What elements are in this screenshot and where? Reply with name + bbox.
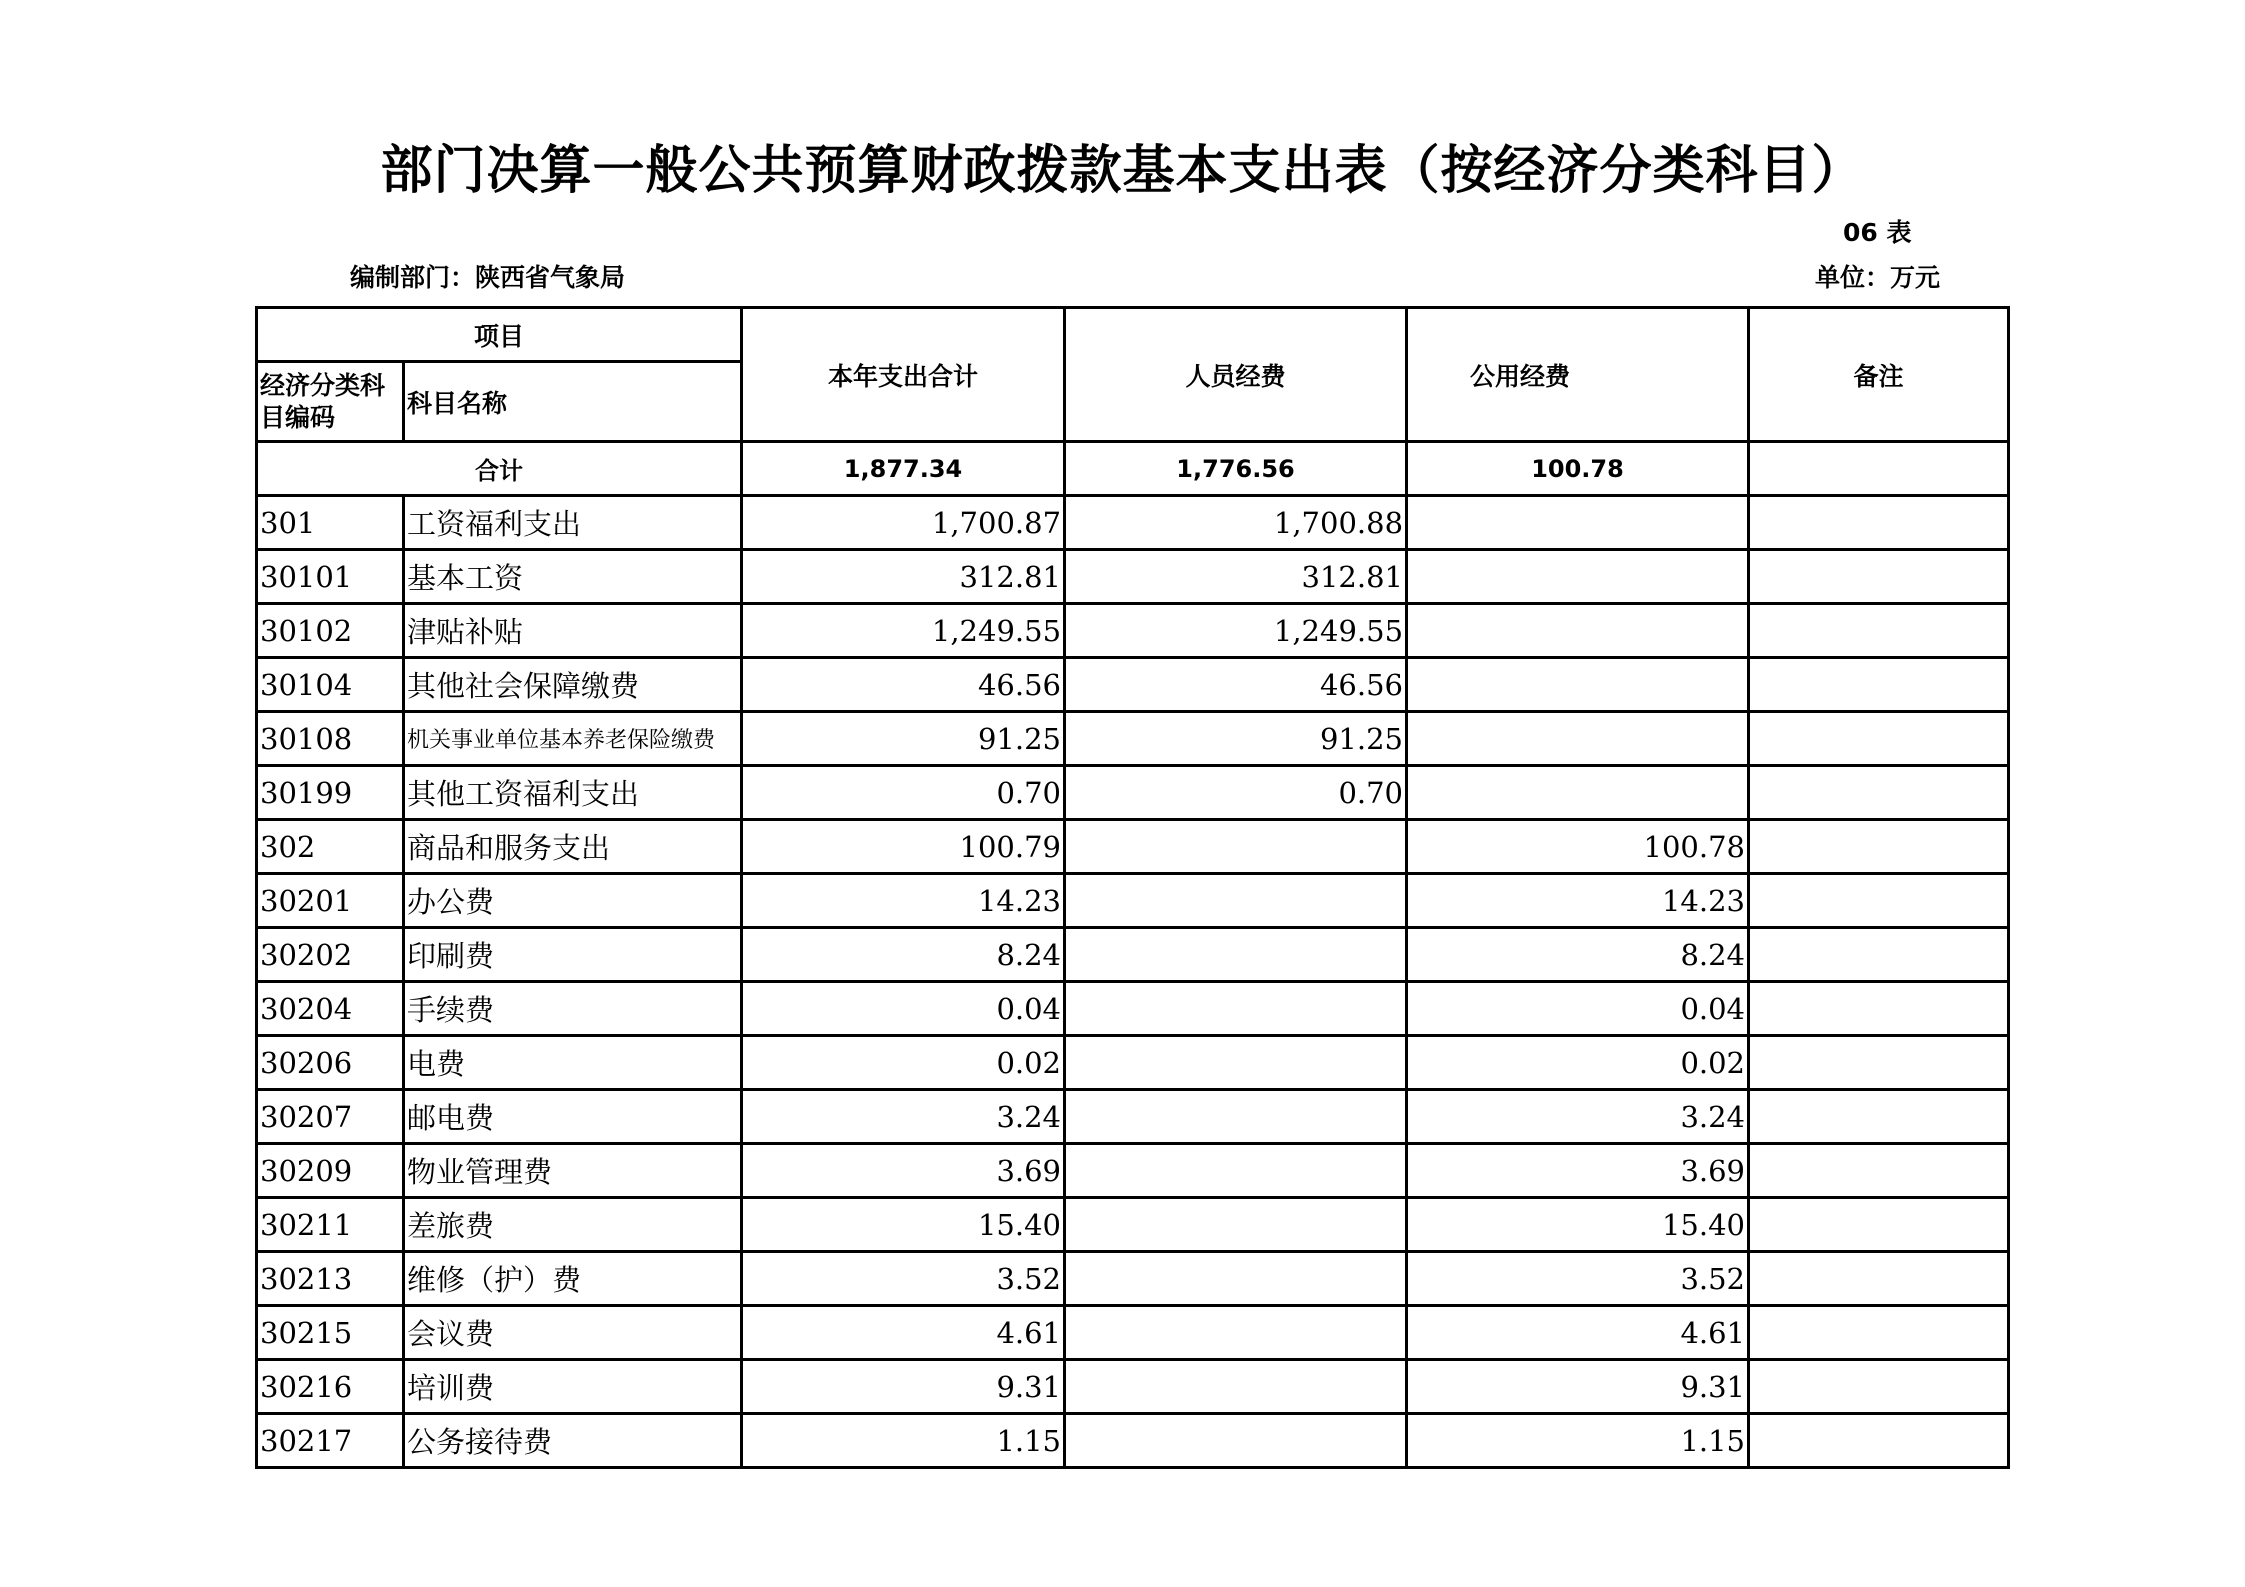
- header-project: 项目: [257, 308, 742, 362]
- row-memo: [1749, 874, 2009, 928]
- row-personnel-expense: [1065, 1198, 1407, 1252]
- row-personnel-expense: [1065, 928, 1407, 982]
- row-item-name: 办公费: [404, 874, 742, 928]
- row-total-expenditure: 3.69: [742, 1144, 1065, 1198]
- total-public-value: 100.78: [1407, 442, 1749, 496]
- row-item-name: 津贴补贴: [404, 604, 742, 658]
- row-public-expense: [1407, 766, 1749, 820]
- row-item-name: 邮电费: [404, 1090, 742, 1144]
- row-public-expense: 3.52: [1407, 1252, 1749, 1306]
- row-code: 30201: [257, 874, 404, 928]
- table-row: [257, 1252, 2009, 1306]
- row-code: 30202: [257, 928, 404, 982]
- department-label: [350, 258, 625, 294]
- row-total-expenditure: 91.25: [742, 712, 1065, 766]
- row-code: 30204: [257, 982, 404, 1036]
- header-public-expense: 公用经费: [1407, 308, 1749, 442]
- row-total-expenditure: 1,249.55: [742, 604, 1065, 658]
- header-item-name: 科目名称: [404, 362, 742, 442]
- row-personnel-expense: [1065, 1414, 1407, 1468]
- row-total-expenditure: 1.15: [742, 1414, 1065, 1468]
- row-memo: [1749, 1252, 2009, 1306]
- total-expenditure-value: 1,877.34: [742, 442, 1065, 496]
- row-total-expenditure: 46.56: [742, 658, 1065, 712]
- row-public-expense: 3.24: [1407, 1090, 1749, 1144]
- row-item-name: 手续费: [404, 982, 742, 1036]
- unit-text: 单位：万元: [1815, 263, 1941, 292]
- row-code: 301: [257, 496, 404, 550]
- table-row: [257, 874, 2009, 928]
- total-memo-value: [1749, 442, 2009, 496]
- table-row: [257, 1090, 2009, 1144]
- row-total-expenditure: 0.04: [742, 982, 1065, 1036]
- row-total-expenditure: 1,700.87: [742, 496, 1065, 550]
- row-memo: [1749, 1414, 2009, 1468]
- row-total-expenditure: 3.52: [742, 1252, 1065, 1306]
- row-public-expense: 9.31: [1407, 1360, 1749, 1414]
- row-code: 30207: [257, 1090, 404, 1144]
- row-item-name: 基本工资: [404, 550, 742, 604]
- row-total-expenditure: 3.24: [742, 1090, 1065, 1144]
- row-code: 30211: [257, 1198, 404, 1252]
- row-public-expense: 0.04: [1407, 982, 1749, 1036]
- row-code: 30213: [257, 1252, 404, 1306]
- row-personnel-expense: 1,249.55: [1065, 604, 1407, 658]
- row-personnel-expense: 0.70: [1065, 766, 1407, 820]
- row-memo: [1749, 604, 2009, 658]
- table-row: [257, 1306, 2009, 1360]
- row-public-expense: [1407, 496, 1749, 550]
- table-row: [257, 604, 2009, 658]
- row-personnel-expense: 312.81: [1065, 550, 1407, 604]
- row-public-expense: 4.61: [1407, 1306, 1749, 1360]
- table-row: [257, 982, 2009, 1036]
- row-personnel-expense: [1065, 1144, 1407, 1198]
- row-personnel-expense: [1065, 1036, 1407, 1090]
- total-personnel-value: 1,776.56: [1065, 442, 1407, 496]
- row-item-name: 其他工资福利支出: [404, 766, 742, 820]
- row-code: 30215: [257, 1306, 404, 1360]
- row-memo: [1749, 1036, 2009, 1090]
- row-item-name: 机关事业单位基本养老保险缴费: [404, 712, 742, 766]
- row-item-name: 公务接待费: [404, 1414, 742, 1468]
- row-item-name: 工资福利支出: [404, 496, 742, 550]
- row-memo: [1749, 820, 2009, 874]
- row-total-expenditure: 4.61: [742, 1306, 1065, 1360]
- row-code: 30104: [257, 658, 404, 712]
- row-public-expense: 100.78: [1407, 820, 1749, 874]
- row-memo: [1749, 982, 2009, 1036]
- row-item-name: 电费: [404, 1036, 742, 1090]
- row-item-name: 其他社会保障缴费: [404, 658, 742, 712]
- table-row: [257, 928, 2009, 982]
- row-memo: [1749, 1306, 2009, 1360]
- header-personnel-expense: 人员经费: [1065, 308, 1407, 442]
- row-personnel-expense: 1,700.88: [1065, 496, 1407, 550]
- table-row: [257, 658, 2009, 712]
- department-text: 编制部门：陕西省气象局: [350, 263, 626, 292]
- row-memo: [1749, 496, 2009, 550]
- row-memo: [1749, 658, 2009, 712]
- row-item-name: 培训费: [404, 1360, 742, 1414]
- row-total-expenditure: 100.79: [742, 820, 1065, 874]
- row-code: 30217: [257, 1414, 404, 1468]
- row-public-expense: [1407, 604, 1749, 658]
- row-total-expenditure: 15.40: [742, 1198, 1065, 1252]
- row-memo: [1749, 1360, 2009, 1414]
- row-public-expense: 14.23: [1407, 874, 1749, 928]
- row-public-expense: [1407, 550, 1749, 604]
- table-row: [257, 496, 2009, 550]
- row-personnel-expense: [1065, 1252, 1407, 1306]
- row-code: 30216: [257, 1360, 404, 1414]
- row-memo: [1749, 1090, 2009, 1144]
- row-public-expense: 8.24: [1407, 928, 1749, 982]
- table-row: [257, 1414, 2009, 1468]
- row-personnel-expense: [1065, 982, 1407, 1036]
- row-item-name: 会议费: [404, 1306, 742, 1360]
- row-memo: [1749, 712, 2009, 766]
- row-code: 30206: [257, 1036, 404, 1090]
- row-personnel-expense: 46.56: [1065, 658, 1407, 712]
- page-title: 部门决算一般公共预算财政拨款基本支出表（按经济分类科目）: [380, 141, 1865, 201]
- row-memo: [1749, 928, 2009, 982]
- row-public-expense: 1.15: [1407, 1414, 1749, 1468]
- row-item-name: 物业管理费: [404, 1144, 742, 1198]
- table-row: [257, 1198, 2009, 1252]
- row-public-expense: 15.40: [1407, 1198, 1749, 1252]
- table-row: [257, 820, 2009, 874]
- row-code: 30108: [257, 712, 404, 766]
- row-item-name: 维修（护）费: [404, 1252, 742, 1306]
- table-row: [257, 766, 2009, 820]
- row-personnel-expense: [1065, 1090, 1407, 1144]
- table-row: [257, 1144, 2009, 1198]
- table-row: [257, 550, 2009, 604]
- row-personnel-expense: [1065, 874, 1407, 928]
- row-memo: [1749, 766, 2009, 820]
- row-total-expenditure: 14.23: [742, 874, 1065, 928]
- row-public-expense: 3.69: [1407, 1144, 1749, 1198]
- table-row: [257, 1036, 2009, 1090]
- header-econ-code: 经济分类科目编码: [257, 362, 404, 442]
- row-personnel-expense: 91.25: [1065, 712, 1407, 766]
- row-personnel-expense: [1065, 1360, 1407, 1414]
- row-item-name: 差旅费: [404, 1198, 742, 1252]
- row-total-expenditure: 0.02: [742, 1036, 1065, 1090]
- row-personnel-expense: [1065, 1306, 1407, 1360]
- row-code: 30101: [257, 550, 404, 604]
- row-personnel-expense: [1065, 820, 1407, 874]
- header-total-expenditure: 本年支出合计: [742, 308, 1065, 442]
- total-label: 合计: [257, 442, 742, 496]
- row-total-expenditure: 312.81: [742, 550, 1065, 604]
- row-memo: [1749, 1144, 2009, 1198]
- row-total-expenditure: 8.24: [742, 928, 1065, 982]
- row-total-expenditure: 9.31: [742, 1360, 1065, 1414]
- table-row: [257, 712, 2009, 766]
- row-memo: [1749, 1198, 2009, 1252]
- row-memo: [1749, 550, 2009, 604]
- table-row: [257, 1360, 2009, 1414]
- row-item-name: 商品和服务支出: [404, 820, 742, 874]
- row-code: 30199: [257, 766, 404, 820]
- row-public-expense: 0.02: [1407, 1036, 1749, 1090]
- header-memo: 备注: [1749, 308, 2009, 442]
- unit-label: [1815, 258, 1940, 294]
- row-code: 30209: [257, 1144, 404, 1198]
- row-public-expense: [1407, 712, 1749, 766]
- table-number: 06 表: [1843, 218, 1912, 247]
- row-code: 302: [257, 820, 404, 874]
- row-total-expenditure: 0.70: [742, 766, 1065, 820]
- row-code: 30102: [257, 604, 404, 658]
- row-item-name: 印刷费: [404, 928, 742, 982]
- row-public-expense: [1407, 658, 1749, 712]
- expenditure-table: [255, 306, 2010, 1469]
